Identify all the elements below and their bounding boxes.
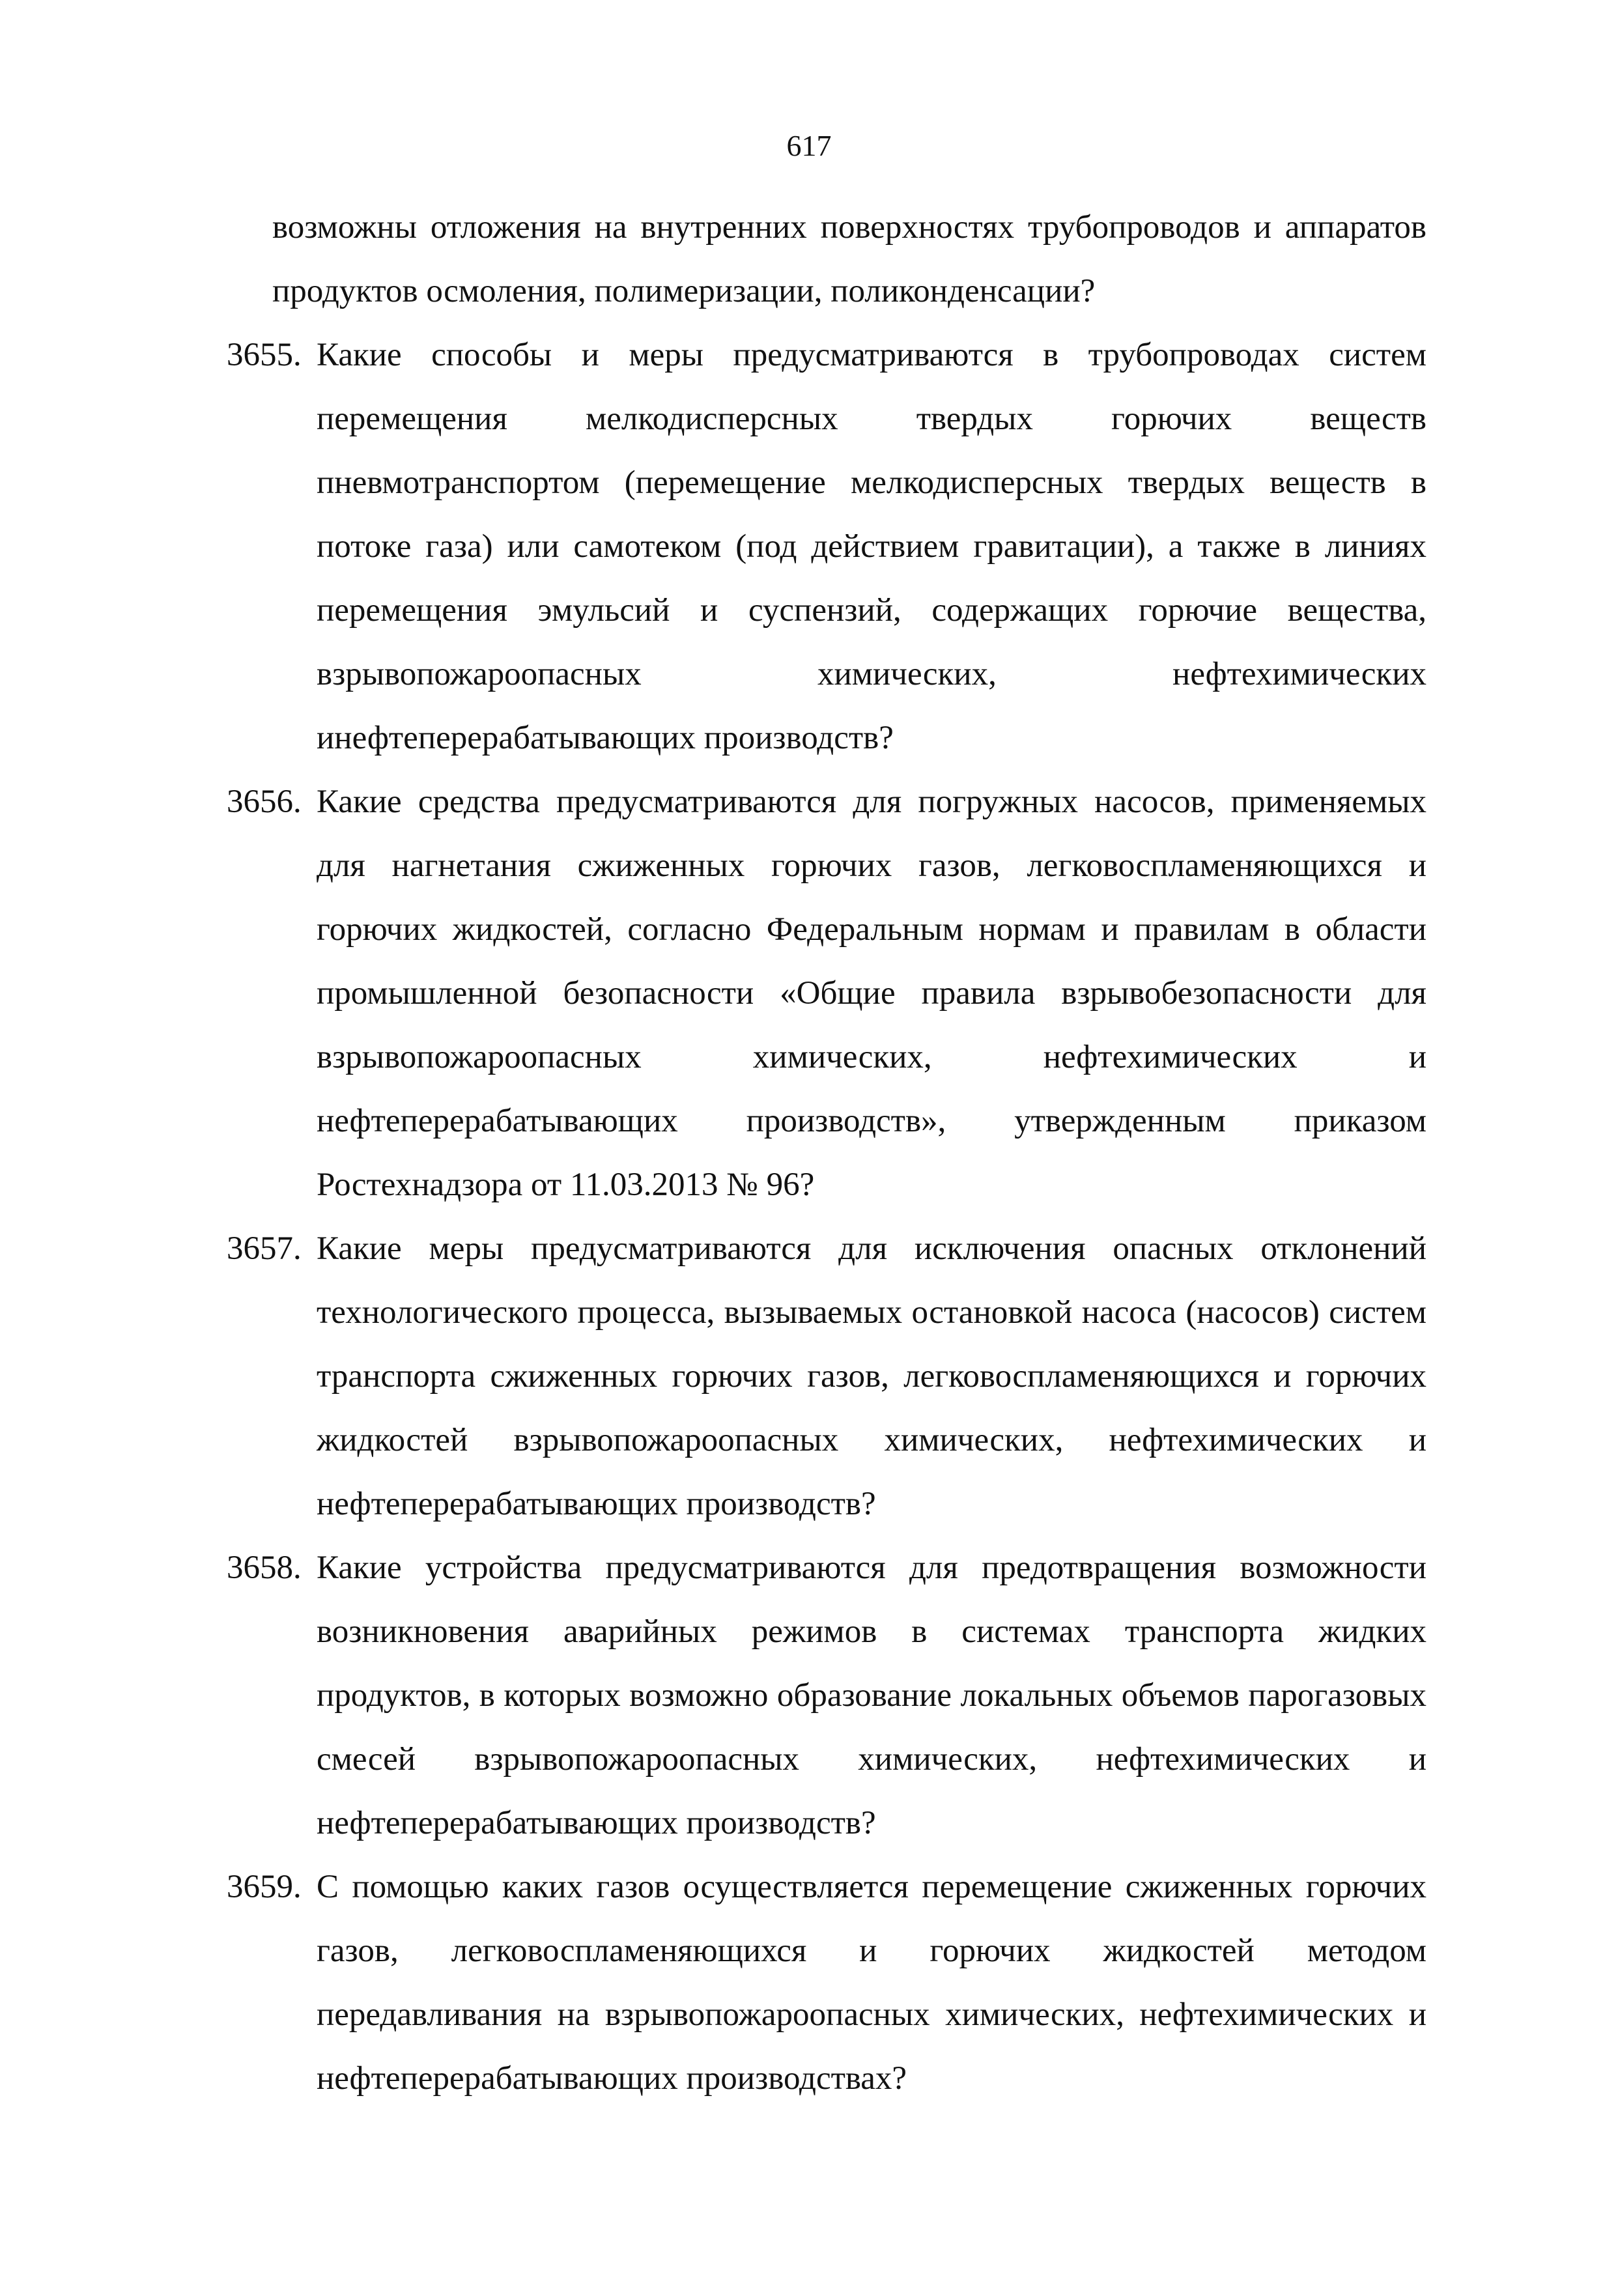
question-text: Какие устройства предусматриваются для предотвращения возможности возникновения аварийных режимов в системах транспорта жидких продуктов, в которых возможно образование локальных объемов парогазовых смесей взрывопожароопасных химических, нефтехимических и нефтеперерабатывающих производств? bbox=[317, 1550, 1426, 1841]
document-body bbox=[227, 195, 1426, 2110]
question-number: 3656. bbox=[227, 784, 302, 820]
page-number: 617 bbox=[786, 129, 832, 162]
question-number: 3658. bbox=[227, 1550, 302, 1586]
question-text: Какие средства предусматриваются для погружных насосов, применяемых для нагнетания сжиженных горючих газов, легковоспламеняющихся и горючих жидкостей, согласно Федеральным нормам и правилам в области промышленной безопасности «Общие правила взрывобезопасности для взрывопожароопасных химических, нефтехимических и нефтеперерабатывающих производств», утвержденным приказом Ростехнадзора от 11.03.2013 № 96? bbox=[317, 784, 1426, 1203]
question-item-3658 bbox=[227, 1536, 1426, 1855]
question-item-3656 bbox=[227, 770, 1426, 1217]
question-item-3655 bbox=[227, 323, 1426, 770]
question-number: 3657. bbox=[227, 1230, 302, 1267]
question-text: Какие меры предусматриваются для исключения опасных отклонений технологического процесса, вызываемых остановкой насоса (насосов) систем транспорта сжиженных горючих газов, легковоспламеняющихся и горючих жидкостей взрывопожароопасных химических, нефтехимических и нефтеперерабатывающих производств? bbox=[317, 1230, 1426, 1522]
question-number: 3659. bbox=[227, 1869, 302, 1905]
question-text: Какие способы и меры предусматриваются в трубопроводах систем перемещения мелкодисперсных твердых горючих веществ пневмотранспортом (перемещение мелкодисперсных твердых веществ в потоке газа) или самотеком (под действием гравитации), а также в линиях перемещения эмульсий и суспензий, содержащих горючие вещества, взрывопожароопасных химических, нефтехимических инефтеперерабатывающих производств? bbox=[317, 337, 1426, 756]
question-item-3659 bbox=[227, 1855, 1426, 2110]
question-number: 3655. bbox=[227, 337, 302, 373]
question-text: С помощью каких газов осуществляется перемещение сжиженных горючих газов, легковоспламеняющихся и горючих жидкостей методом передавливания на взрывопожароопасных химических, нефтехимических и нефтеперерабатывающих производствах? bbox=[317, 1869, 1426, 2097]
question-item-3657 bbox=[227, 1217, 1426, 1536]
continuation-paragraph: возможны отложения на внутренних поверхностях трубопроводов и аппаратов продуктов осмоления, полимеризации, поликонденсации? bbox=[272, 209, 1426, 309]
